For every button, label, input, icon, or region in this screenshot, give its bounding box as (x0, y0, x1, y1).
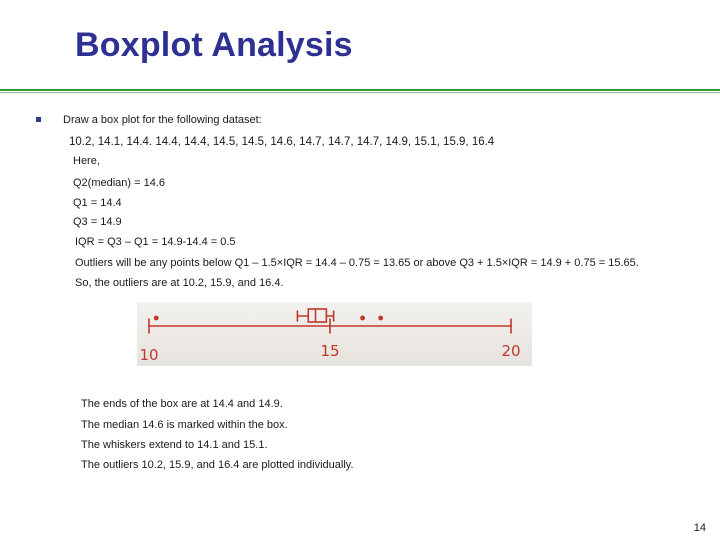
outlier-point-2 (378, 316, 383, 321)
stat-q3: Q3 = 14.9 (73, 216, 122, 228)
note-outliers: The outliers 10.2, 15.9, and 16.4 are plotted individually. (81, 459, 354, 471)
box-iqr (308, 309, 326, 322)
bullet-marker (36, 117, 41, 122)
slide-title: Boxplot Analysis (75, 26, 353, 64)
bullet-text: Draw a box plot for the following dataset: (63, 114, 262, 126)
page-number: 14 (693, 522, 706, 534)
title-divider-thin (0, 92, 720, 93)
title-divider (0, 89, 720, 91)
outlier-point-0 (154, 316, 159, 321)
stat-q1: Q1 = 14.4 (73, 197, 122, 209)
handdrawn-boxplot-photo (137, 302, 532, 366)
stat-outlier-rule: Outliers will be any points below Q1 – 1.5×IQR = 14.4 – 0.75 = 13.65 or above Q3 + 1.5×IQR = 14.9 + 0.75 = 15.65. (75, 257, 639, 269)
axis-label-15: 15 (320, 342, 340, 360)
note-median: The median 14.6 is marked within the box. (81, 419, 288, 431)
axis-label-20: 20 (501, 342, 521, 360)
outlier-point-1 (360, 316, 365, 321)
stat-outliers: So, the outliers are at 10.2, 15.9, and 16.4. (75, 277, 284, 289)
stat-median: Q2(median) = 14.6 (73, 177, 166, 189)
note-whiskers: The whiskers extend to 14.1 and 15.1. (81, 439, 268, 451)
note-box-ends: The ends of the box are at 14.4 and 14.9. (81, 398, 283, 410)
stat-iqr: IQR = Q3 – Q1 = 14.9-14.4 = 0.5 (75, 236, 236, 248)
boxplot-sketch (137, 302, 532, 366)
axis-label-10: 10 (139, 346, 159, 364)
dataset-values: 10.2, 14.1, 14.4. 14.4, 14.4, 14.5, 14.5, 14.6, 14.7, 14.7, 14.7, 14.9, 15.1, 15.9, 16.4 (69, 136, 495, 148)
here-label: Here, (73, 155, 100, 167)
